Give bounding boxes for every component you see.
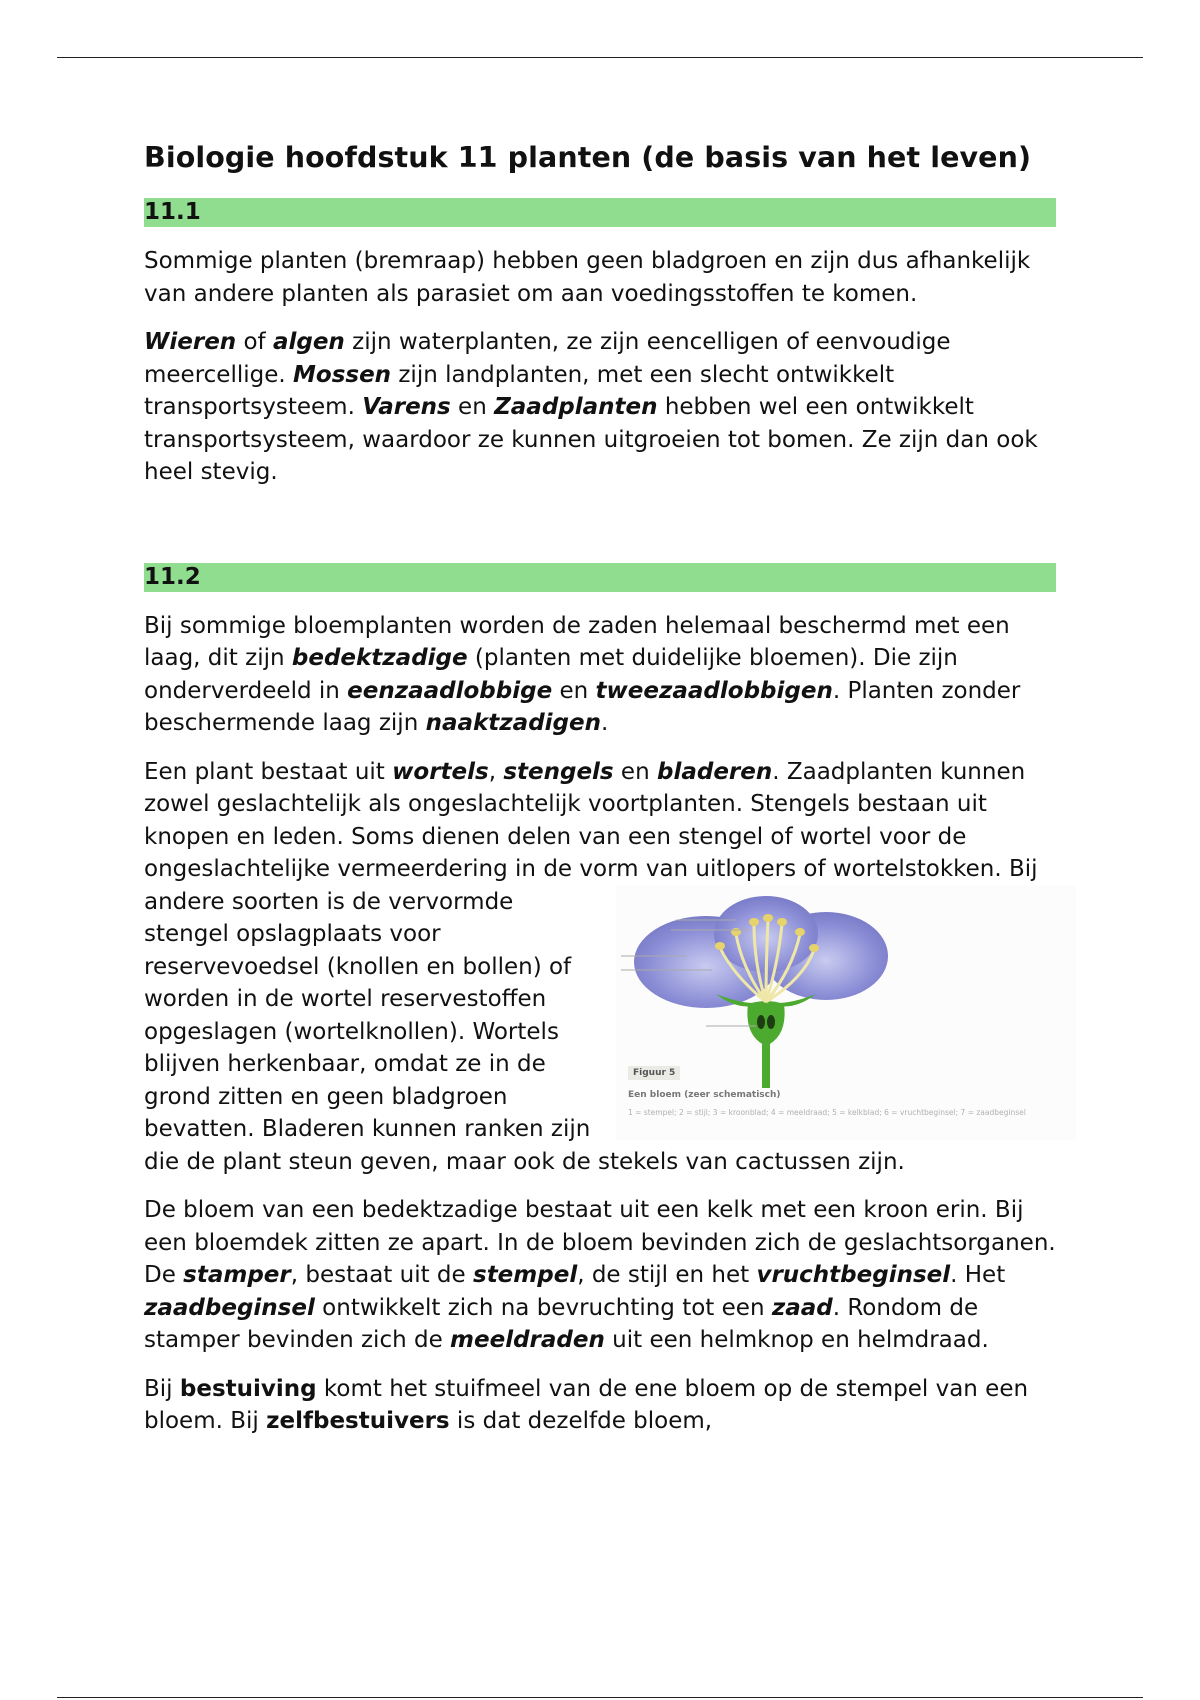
- text-run: komt het stuifmeel van de ene bloem op de stempel van een bloem. Bij: [144, 1375, 1029, 1434]
- flower-diagram-icon: [616, 886, 1076, 1140]
- text-run: (planten met duidelijke bloemen). Die zijn onderverdeeld in: [144, 645, 958, 704]
- section-heading: 11.2: [144, 563, 1056, 592]
- text-run: De bloem van een bedektzadige bestaat uit een kelk met een kroon erin. Bij een bloemdek zitten ze apart. In de bloem bevinden zich de geslachtsorganen. De: [144, 1197, 1056, 1288]
- emphasized-term: algen: [272, 329, 345, 355]
- text-run: .: [601, 710, 609, 736]
- text-run: of: [236, 329, 273, 355]
- emphasized-term: stempel: [473, 1262, 578, 1288]
- text-run: Bij sommige bloemplanten worden de zaden helemaal beschermd met een laag, dit zijn: [144, 612, 1010, 671]
- document-title: Biologie hoofdstuk 11 planten (de basis van het leven): [144, 141, 1032, 174]
- figure-label: Figuur 5: [628, 1066, 680, 1080]
- text-run: . Zaadplanten kunnen zowel geslachtelijk als ongeslachtelijk voortplanten. Stengels bestaan uit knopen en leden. Soms dienen delen van een stengel of wortel voor de ongeslachtelijke vermeerdering in de vorm van uitlopers of wortelstokken. Bij andere soorten is de vervormde stengel opslagplaats voor reservevoedsel (knollen en bollen) of worden in de wortel reservestoffen opgeslagen (wortelknollen). Wortels blijven herkenbaar, omdat ze in de grond zitten en geen bladgroen bevatten. Bladeren kunnen ranken zijn die de plant steun geven, maar ook de stekels van cactussen zijn.: [144, 758, 1038, 1175]
- text-run: hebben wel een ontwikkelt transportsysteem, waardoor ze kunnen uitgroeien tot bomen. Ze zijn dan ook heel stevig.: [144, 394, 1038, 485]
- emphasized-term: stamper: [183, 1262, 291, 1288]
- text-run: . Het: [950, 1262, 1006, 1288]
- section-spacer: [144, 505, 1056, 563]
- ovule-right: [767, 1015, 775, 1029]
- figure-legend: 1 = stempel; 2 = stijl; 3 = kroonblad; 4 = meeldraad; 5 = kelkblad; 6 = vruchtbeginsel; 7 = zaadbeginsel: [628, 1107, 1026, 1117]
- text-run: Bij: [144, 1375, 180, 1402]
- text-run: Een plant bestaat uit: [144, 758, 393, 785]
- bottom-rule: [57, 1697, 1143, 1698]
- emphasized-term: eenzaadlobbige: [347, 677, 553, 704]
- top-rule: [57, 57, 1143, 58]
- text-run: uit een helmknop en helmdraad.: [604, 1327, 989, 1353]
- emphasized-term: zaadbeginsel: [144, 1294, 315, 1321]
- text-run: zijn landplanten, met een slecht ontwikkelt transportsysteem.: [144, 361, 895, 420]
- paragraph: [144, 756, 1056, 1179]
- flower-figure: [616, 886, 1076, 1140]
- text-run: is dat dezelfde bloem,: [449, 1408, 713, 1434]
- emphasized-term: vruchtbeginsel: [756, 1262, 951, 1288]
- text-run: ,: [488, 758, 504, 785]
- sections: [144, 198, 1056, 1438]
- section-heading: 11.1: [144, 198, 1056, 227]
- ovule-left: [757, 1015, 765, 1029]
- emphasized-term: Zaadplanten: [494, 394, 658, 420]
- text-run: Sommige planten (bremraap) hebben geen bladgroen en zijn dus afhankelijk van andere planten als parasiet om aan voedingsstoffen te komen.: [144, 248, 1031, 307]
- emphasized-term: naaktzadigen: [425, 710, 601, 736]
- paragraph: [144, 245, 1056, 310]
- text-run: , de stijl en het: [577, 1262, 757, 1288]
- emphasized-term: Mossen: [293, 361, 392, 388]
- paragraph: [144, 610, 1056, 740]
- paragraph: [144, 1194, 1056, 1357]
- text-run: en: [450, 394, 495, 420]
- text-run: en: [552, 677, 596, 704]
- text-run: . Rondom de stamper bevinden zich de: [144, 1294, 979, 1353]
- emphasized-term: wortels: [392, 758, 489, 785]
- ovary: [747, 1001, 784, 1046]
- text-run: en: [613, 758, 657, 785]
- emphasized-term: bladeren: [656, 758, 773, 785]
- emphasized-term: zelfbestuivers: [266, 1408, 450, 1434]
- stem: [762, 1044, 770, 1088]
- emphasized-term: stengels: [503, 758, 614, 785]
- text-run: , bestaat uit de: [290, 1262, 473, 1288]
- paragraph: [144, 1373, 1056, 1438]
- figure-title: Een bloem (zeer schematisch): [628, 1089, 781, 1100]
- paragraph: [144, 326, 1056, 489]
- emphasized-term: bestuiving: [179, 1375, 317, 1402]
- text-run: zijn waterplanten, ze zijn eencelligen of eenvoudige meercellige.: [144, 329, 951, 388]
- emphasized-term: Varens: [362, 394, 451, 420]
- text-run: ontwikkelt zich na bevruchting tot een: [314, 1294, 772, 1321]
- emphasized-term: meeldraden: [450, 1327, 605, 1353]
- text-run: . Planten zonder beschermende laag zijn: [144, 677, 1021, 736]
- emphasized-term: tweezaadlobbigen: [595, 677, 833, 704]
- emphasized-term: Wieren: [144, 329, 237, 355]
- emphasized-term: bedektzadige: [291, 645, 468, 671]
- emphasized-term: zaad: [771, 1294, 833, 1321]
- page-content: [144, 138, 1056, 1454]
